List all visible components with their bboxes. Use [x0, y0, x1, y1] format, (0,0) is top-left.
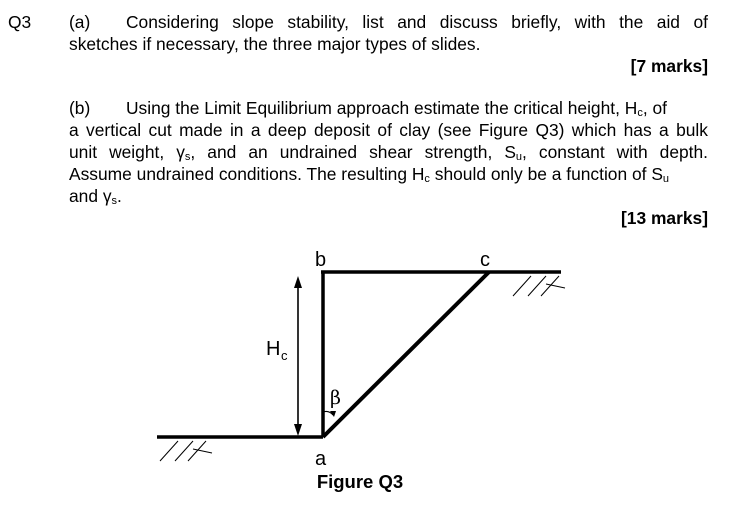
slip-plane-line — [323, 272, 489, 437]
label-beta: β — [330, 387, 341, 409]
ground-hatch-left — [160, 441, 212, 461]
line-3-a: unit weight, γ — [69, 142, 185, 162]
hc-subscript: c — [637, 107, 643, 119]
part-a-line-1: Considering slope stability, list and discuss briefly, with the aid of — [126, 12, 708, 32]
line-3-c: , constant with depth. — [522, 142, 708, 162]
height-arrow-top — [294, 276, 302, 288]
line-5-b: . — [117, 186, 122, 206]
gamma-s-subscript-2: s — [111, 195, 118, 207]
su-subscript-2: u — [662, 173, 670, 185]
part-b-label: (b) — [69, 98, 91, 118]
label-c: c — [480, 249, 490, 271]
height-arrow-bottom — [294, 424, 302, 436]
part-b-line-1-end: , of — [642, 98, 667, 118]
part-a-line-2: sketches if necessary, the three major types of slides. — [69, 34, 481, 54]
line-4-a: Assume undrained conditions. The resulting H — [69, 164, 425, 184]
su-subscript: u — [515, 151, 523, 163]
part-b-marks: [13 marks] — [620, 208, 708, 228]
line-4-b: should only be a function of S — [429, 164, 663, 184]
ground-hatch-right — [513, 276, 565, 296]
beta-arc-arrowhead — [330, 411, 336, 417]
label-b: b — [315, 249, 327, 271]
line-3-b: , and an undrained shear strength, S — [190, 142, 516, 162]
part-b-line-1-text: Using the Limit Equilibrium approach estimate the critical height, H — [126, 98, 638, 118]
label-height: H — [266, 338, 281, 360]
part-b-line-2: a vertical cut made in a deep deposit of clay (see Figure Q3) which has a bulk — [69, 120, 708, 140]
part-a-label: (a) — [69, 12, 91, 32]
line-5-a: and γ — [69, 186, 112, 206]
question-number: Q3 — [8, 12, 32, 32]
label-a: a — [315, 448, 327, 470]
figure-caption: Figure Q3 — [316, 471, 404, 492]
hc-subscript-2: c — [424, 173, 430, 185]
gamma-s-subscript: s — [184, 151, 191, 163]
part-a-marks: [7 marks] — [630, 56, 708, 76]
label-height-subscript: c — [281, 348, 288, 363]
